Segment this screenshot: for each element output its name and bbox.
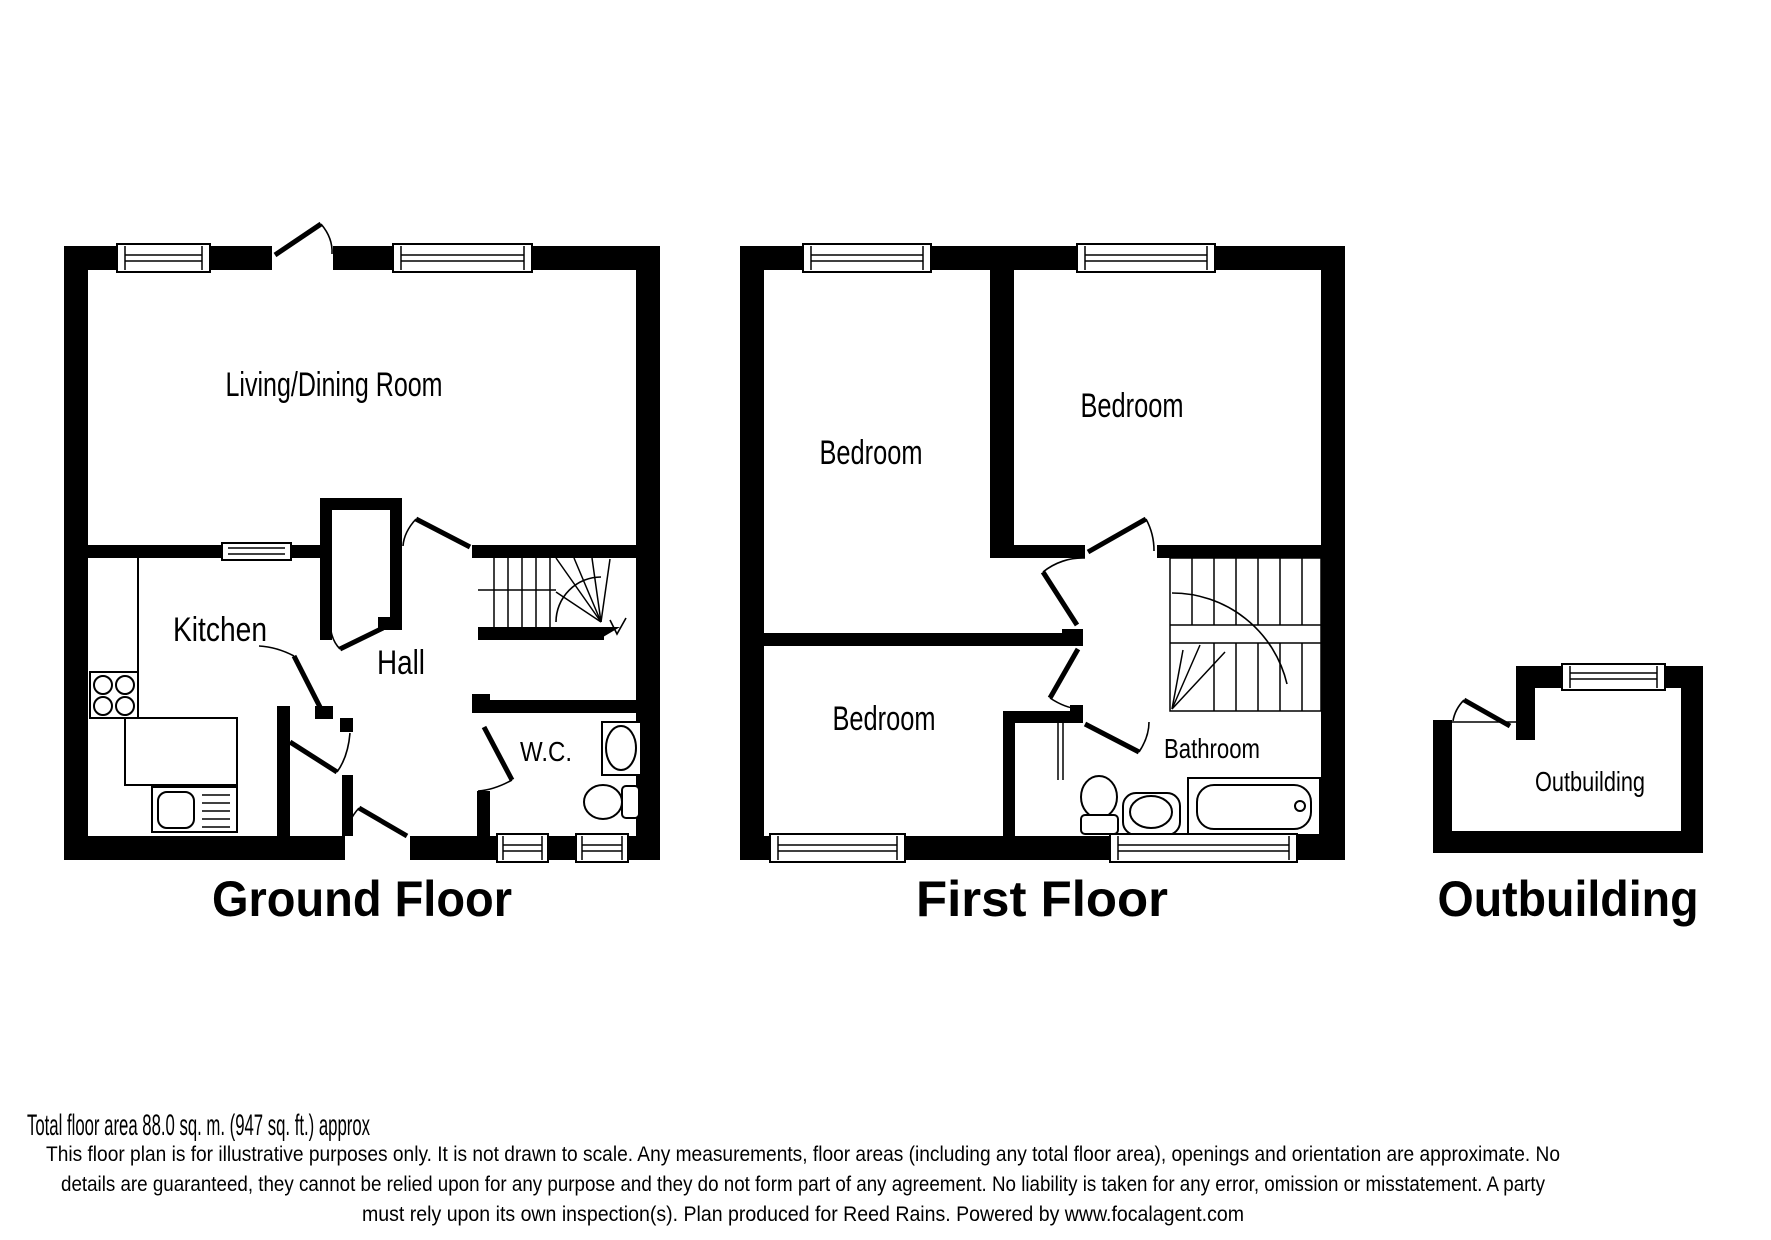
bathtub-icon xyxy=(1188,778,1320,835)
window xyxy=(770,834,905,862)
kitchen-door xyxy=(259,646,322,711)
window xyxy=(117,244,210,272)
window xyxy=(497,834,548,862)
kitchen-sink-icon xyxy=(152,787,237,832)
room-label-bedroom-bottom: Bedroom xyxy=(832,700,936,738)
outbuilding-plan xyxy=(1433,664,1703,927)
ground-floor-title: Ground Floor xyxy=(212,871,512,927)
first-floor-walls xyxy=(740,246,1345,860)
room-label-living-dining: Living/Dining Room xyxy=(225,366,443,404)
window xyxy=(1562,664,1665,690)
first-floor-title: First Floor xyxy=(916,871,1168,927)
window xyxy=(393,244,532,272)
wc-basin-icon xyxy=(602,722,641,775)
footer xyxy=(27,1109,1560,1226)
room-label-wc: W.C. xyxy=(520,736,572,767)
wc-door xyxy=(478,727,512,791)
total-floor-area: Total floor area 88.0 sq. m. (947 sq. ft.) approx xyxy=(27,1109,370,1142)
window xyxy=(803,244,931,272)
back-door xyxy=(346,808,407,836)
bathroom-screen xyxy=(1058,723,1063,780)
bedroom-right-door xyxy=(1088,519,1154,552)
bedroom-left-door xyxy=(1043,558,1085,625)
disclaimer-line-2: details are guaranteed, they cannot be relied upon for any purpose and they do not form part of any agreement. No liability is taken for any error, omission or misstatement. A party xyxy=(61,1173,1546,1196)
first-floor-plan xyxy=(740,244,1345,927)
ground-floor-walls xyxy=(64,246,660,860)
wc-toilet-icon xyxy=(584,785,639,819)
bedroom-bottom-door xyxy=(1050,649,1079,709)
window xyxy=(1077,244,1215,272)
window xyxy=(576,834,628,862)
room-label-bedroom-right: Bedroom xyxy=(1080,387,1184,425)
bathroom-basin-icon xyxy=(1123,793,1180,835)
kitchen-counter xyxy=(125,558,237,785)
window xyxy=(1110,834,1297,862)
room-label-kitchen: Kitchen xyxy=(173,611,267,649)
window xyxy=(222,543,291,560)
stairs-ground xyxy=(478,558,626,634)
bathroom-toilet-icon xyxy=(1081,776,1118,834)
outbuilding-walls xyxy=(1433,666,1703,853)
disclaimer-line-3: must rely upon its own inspection(s). Plan produced for Reed Rains. Powered by www.focalagent.com xyxy=(362,1203,1244,1226)
living-room-door xyxy=(403,519,470,547)
closet-door xyxy=(331,628,383,649)
room-label-hall: Hall xyxy=(377,644,425,682)
room-label-outbuilding: Outbuilding xyxy=(1535,766,1645,797)
bathroom-door xyxy=(1085,722,1149,752)
room-label-bathroom: Bathroom xyxy=(1164,733,1260,764)
hall-vestibule-door xyxy=(290,733,350,772)
disclaimer-line-1: This floor plan is for illustrative purposes only. It is not drawn to scale. Any measurements, floor areas (including any total floor area), openings and orientation are approximate. No xyxy=(46,1143,1560,1166)
front-door xyxy=(275,224,332,255)
outbuilding-title: Outbuilding xyxy=(1437,871,1699,927)
stairs-first xyxy=(1170,558,1321,711)
room-label-bedroom-left: Bedroom xyxy=(819,434,923,472)
hob-icon xyxy=(90,672,138,718)
ground-floor-plan xyxy=(64,224,660,927)
